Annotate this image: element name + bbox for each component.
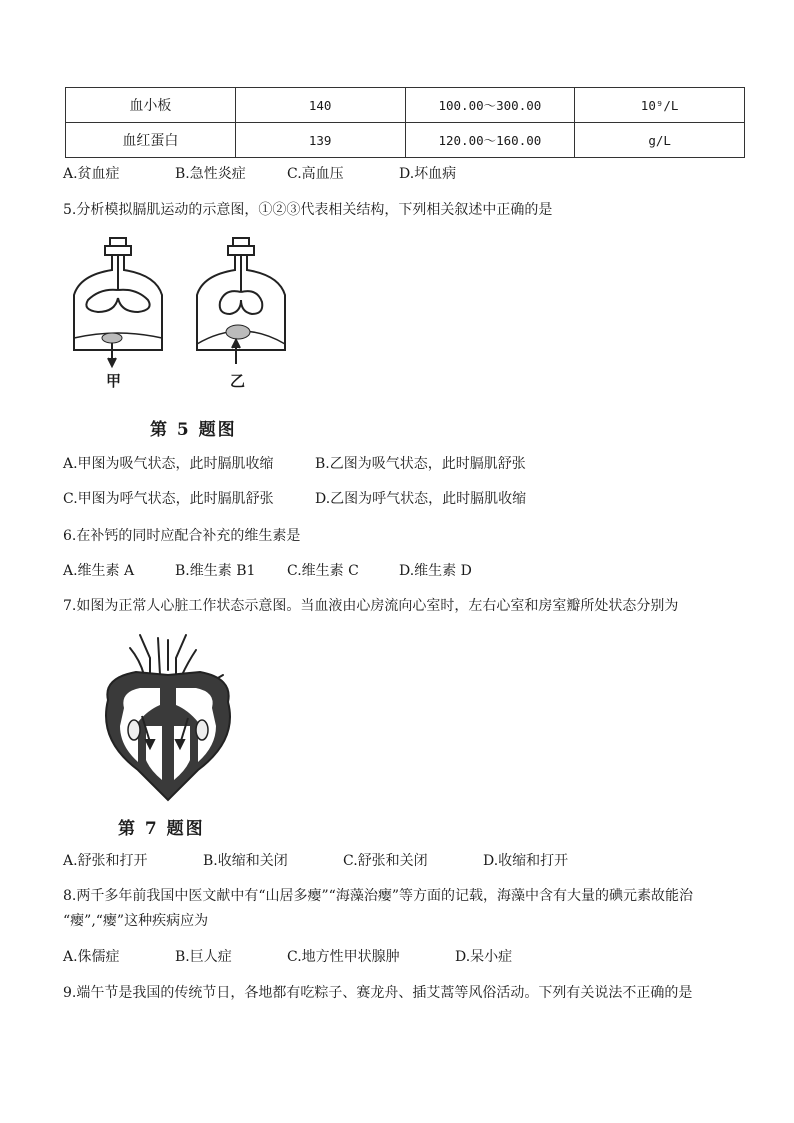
q6-option-a[interactable]: A.维生素 A	[63, 563, 135, 579]
table-cell-range: 120.00～160.00	[405, 123, 575, 158]
table-cell-unit: 10⁹/L	[575, 88, 745, 123]
q4-option-d[interactable]: D.坏血病	[399, 166, 457, 182]
table-cell-item: 血小板	[66, 88, 236, 123]
q7-stem: 7.如图为正常人心脏工作状态示意图。当血液由心房流向心室时，左右心室和房室瓣所处状态分别为	[63, 598, 679, 614]
table-cell-value: 140	[235, 88, 405, 123]
q7-option-d[interactable]: D.收缩和打开	[483, 853, 569, 869]
figure-label-yi: 乙	[230, 372, 246, 390]
table-cell-item: 血红蛋白	[66, 123, 236, 158]
figure-label-jia: 甲	[106, 372, 122, 390]
q7-option-a[interactable]: A.舒张和打开	[63, 853, 148, 869]
diaphragm-model-figure	[60, 230, 300, 405]
table-row	[66, 123, 745, 158]
q5-option-c[interactable]: C.甲图为呼气状态，此时膈肌舒张	[63, 491, 274, 507]
q6-option-c[interactable]: C.维生素 C	[287, 563, 359, 579]
q8-option-b[interactable]: B.巨人症	[175, 949, 232, 965]
q9-stem: 9.端午节是我国的传统节日，各地都有吃粽子、赛龙舟、插艾蒿等风俗活动。下列有关说法不正确的是	[63, 985, 693, 1001]
q8-option-a[interactable]: A.侏儒症	[63, 949, 120, 965]
q4-option-b[interactable]: B.急性炎症	[175, 166, 246, 182]
bell-jar-yi	[197, 238, 285, 364]
q5-option-a[interactable]: A.甲图为吸气状态，此时膈肌收缩	[63, 456, 274, 472]
q6-option-d[interactable]: D.维生素 D	[399, 563, 472, 579]
q8-stem-line2: “瘿”,“瘿”这种疾病应为	[63, 913, 209, 929]
q4-option-a[interactable]: A.贫血症	[63, 166, 120, 182]
table-cell-unit: g/L	[575, 123, 745, 158]
q5-option-d[interactable]: D.乙图为呼气状态，此时膈肌收缩	[315, 491, 527, 507]
q6-option-b[interactable]: B.维生素 B1	[175, 563, 256, 579]
q5-option-b[interactable]: B.乙图为吸气状态，此时膈肌舒张	[315, 456, 526, 472]
table-cell-value: 139	[235, 123, 405, 158]
q7-option-b[interactable]: B.收缩和关闭	[203, 853, 288, 869]
q8-option-c[interactable]: C.地方性甲状腺肿	[287, 949, 400, 965]
q7-option-c[interactable]: C.舒张和关闭	[343, 853, 428, 869]
q5-figure-caption: 第 5 题图	[150, 420, 237, 440]
q8-stem-line1: 8.两千多年前我国中医文献中有“山居多瘿”“海藻治瘿”等方面的记载，海藻中含有大量的碘元素故能治	[63, 888, 693, 904]
q5-stem: 5.分析模拟膈肌运动的示意图，①②③代表相关结构，下列相关叙述中正确的是	[63, 202, 553, 218]
heart-diagram-figure	[88, 630, 248, 805]
q4-option-c[interactable]: C.高血压	[287, 166, 344, 182]
bell-jar-jia	[74, 238, 162, 366]
q6-stem: 6.在补钙的同时应配合补充的维生素是	[63, 528, 301, 544]
q7-figure-caption: 第 7 题图	[118, 819, 205, 839]
blood-test-table	[65, 87, 745, 158]
table-cell-range: 100.00～300.00	[405, 88, 575, 123]
table-row	[66, 88, 745, 123]
q8-option-d[interactable]: D.呆小症	[455, 949, 513, 965]
